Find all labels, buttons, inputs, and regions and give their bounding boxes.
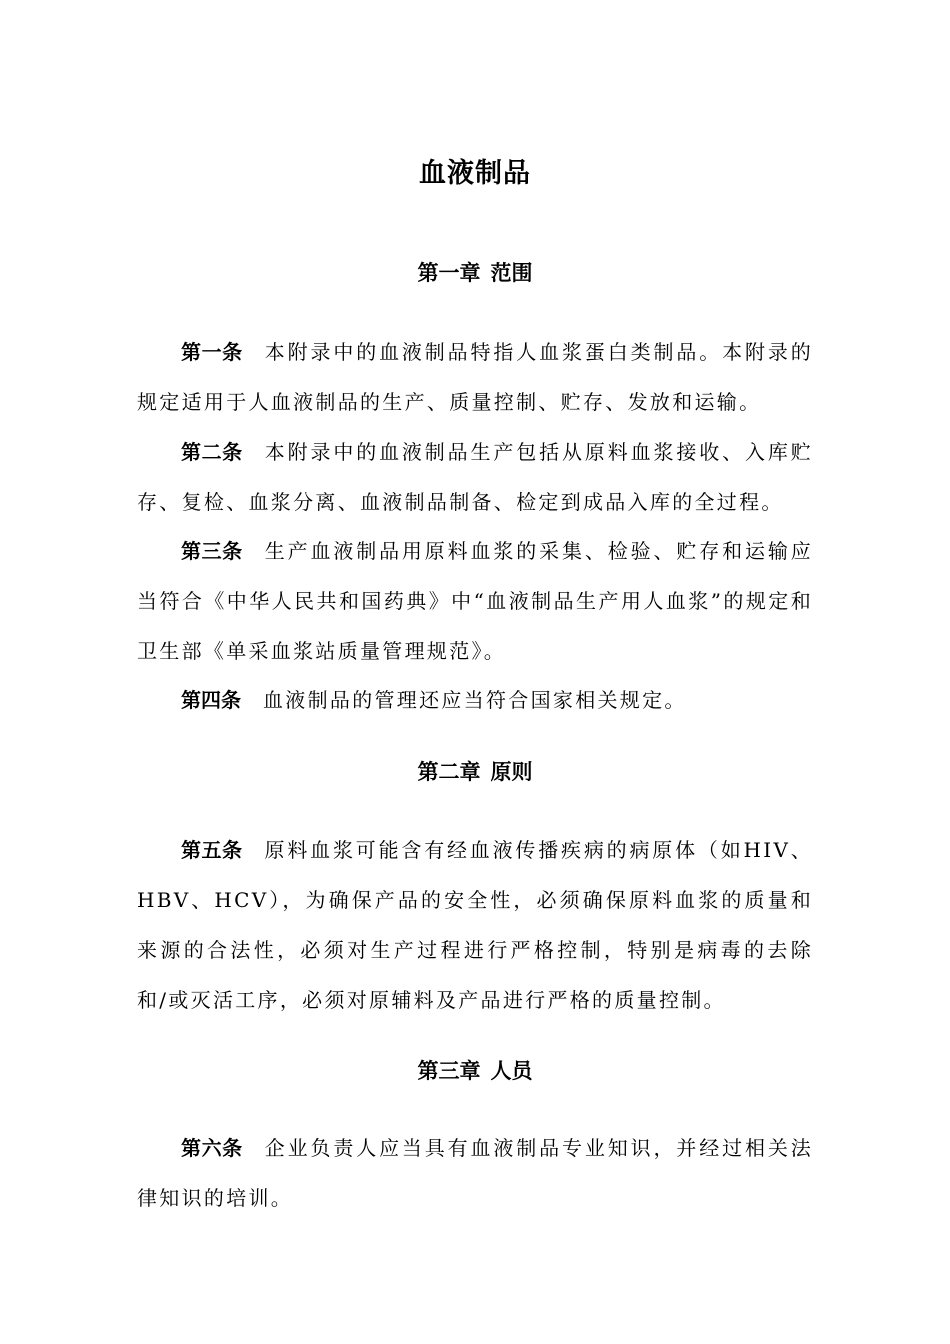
article-text: 本附录中的血液制品特指人血浆蛋白类制品。本附录的规定适用于人血液制品的生产、质量控制、贮存、发放和运输。 bbox=[137, 340, 814, 414]
chapter-name: 范围 bbox=[490, 261, 533, 285]
article-label: 第六条 bbox=[181, 1136, 243, 1160]
chapter-number: 第二章 bbox=[417, 760, 481, 784]
chapter-number: 第一章 bbox=[417, 261, 481, 285]
article-label: 第四条 bbox=[181, 688, 241, 712]
article-text: 生产血液制品用原料血浆的采集、检验、贮存和运输应当符合《中华人民共和国药典》中“血液制品生产用人血浆”的规定和卫生部《单采血浆站质量管理规范》。 bbox=[137, 539, 814, 663]
article-3 bbox=[137, 526, 813, 676]
document-title: 血液制品 bbox=[419, 158, 531, 189]
article-5 bbox=[137, 825, 813, 1025]
article-label: 第五条 bbox=[181, 838, 243, 862]
article-text: 原料血浆可能含有经血液传播疾病的病原体（如HIV、HBV、HCV），为确保产品的安全性，必须确保原料血浆的质量和来源的合法性，必须对生产过程进行严格控制，特别是病毒的去除和/或灭活工序，必须对原辅料及产品进行严格的质量控制。 bbox=[137, 838, 813, 1012]
article-text: 血液制品的管理还应当符合国家相关规定。 bbox=[263, 688, 687, 712]
article-2 bbox=[137, 427, 813, 527]
article-label: 第二条 bbox=[181, 440, 243, 464]
chapter-name: 人员 bbox=[490, 1059, 533, 1083]
chapter-heading-3 bbox=[0, 1056, 950, 1086]
article-4 bbox=[137, 675, 813, 725]
article-label: 第一条 bbox=[181, 340, 243, 364]
chapter-name: 原则 bbox=[490, 760, 533, 784]
article-label: 第三条 bbox=[181, 539, 243, 563]
article-1 bbox=[137, 327, 813, 427]
chapter-heading-2 bbox=[0, 757, 950, 787]
article-text: 企业负责人应当具有血液制品专业知识，并经过相关法律知识的培训。 bbox=[137, 1136, 814, 1210]
chapter-heading-1 bbox=[0, 258, 950, 288]
chapter-number: 第三章 bbox=[417, 1059, 481, 1083]
article-text: 本附录中的血液制品生产包括从原料血浆接收、入库贮存、复检、血浆分离、血液制品制备、检定到成品入库的全过程。 bbox=[137, 440, 814, 514]
article-6 bbox=[137, 1123, 813, 1223]
